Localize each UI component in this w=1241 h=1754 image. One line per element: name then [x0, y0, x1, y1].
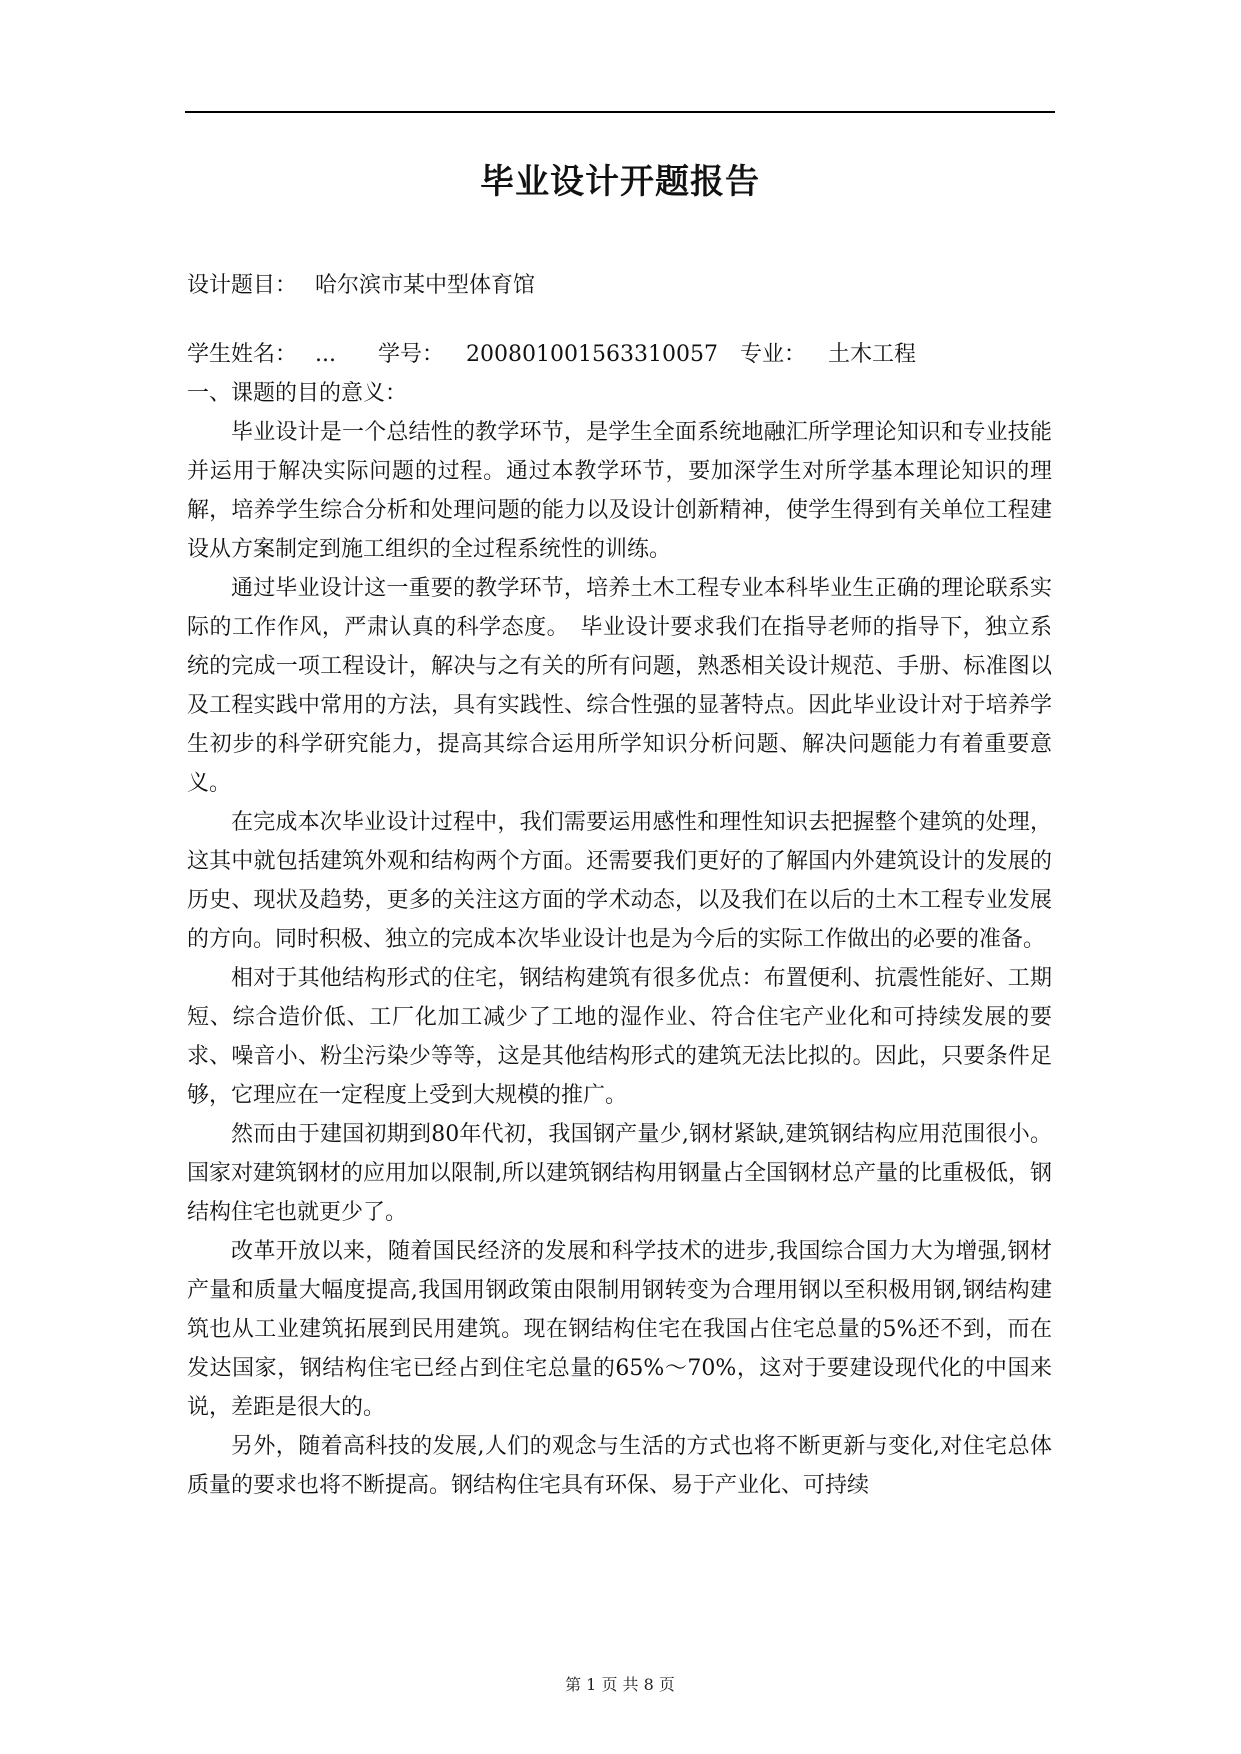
header-rule: [185, 111, 1055, 113]
paragraph: 在完成本次毕业设计过程中，我们需要运用感性和理性知识去把握整个建筑的处理，这其中就包括建筑外观和结构两个方面。还需要我们更好的了解国内外建筑设计的发展的历史、现状及趋势，更多的关注这方面的学术动态，以及我们在以后的土木工程专业发展的方向。同时积极、独立的完成本次毕业设计也是为今后的实际工作做出的必要的准备。: [187, 810, 1052, 952]
section-heading: 一、课题的目的意义：: [187, 381, 408, 406]
student-name-value: ...: [315, 342, 336, 367]
paragraph: 毕业设计是一个总结性的教学环节，是学生全面系统地融汇所学理论知识和专业技能并运用于解决实际问题的过程。通过本教学环节，要加深学生对所学基本理论知识的理解，培养学生综合分析和处理问题的能力以及设计创新精神，使学生得到有关单位工程建设从方案制定到施工组织的全过程系统性的训练。: [187, 420, 1052, 562]
design-topic-line: [187, 266, 1052, 335]
page-number-footer: 第 1 页 共 8 页: [565, 1675, 675, 1694]
paragraph: 然而由于建国初期到80年代初，我国钢产量少,钢材紧缺,建筑钢结构应用范围很小。国家对建筑钢材的应用加以限制,所以建筑钢结构用钢量占全国钢材总产量的比重极低，钢结构住宅也就更少了。: [187, 1122, 1052, 1225]
major-label: 专业：: [739, 342, 806, 367]
paragraph: 改革开放以来，随着国民经济的发展和科学技术的进步,我国综合国力大为增强,钢材产量和质量大幅度提高,我国用钢政策由限制用钢转变为合理用钢以至积极用钢,钢结构建筑也从工业建筑拓展到民用建筑。现在钢结构住宅在我国占住宅总量的5%还不到，而在发达国家，钢结构住宅已经占到住宅总量的65%～70%，这对于要建设现代化的中国来说，差距是很大的。: [187, 1239, 1052, 1420]
design-topic-value: 哈尔滨市某中型体育馆: [315, 273, 536, 298]
document-title: 毕业设计开题报告: [480, 162, 760, 202]
student-id-value: 200801001563310057: [466, 342, 718, 367]
student-info-line: [187, 335, 1052, 374]
design-topic-label: 设计题目：: [187, 273, 298, 298]
paragraph: 通过毕业设计这一重要的教学环节，培养土木工程专业本科毕业生正确的理论联系实际的工作作风，严肃认真的科学态度。 毕业设计要求我们在指导老师的指导下，独立系统的完成一项工程设计，解决与之有关的所有问题，熟悉相关设计规范、手册、标准图以及工程实践中常用的方法，具有实践性、综合性强的显著特点。因此毕业设计对于培养学生初步的科学研究能力，提高其综合运用所学知识分析问题、解决问题能力有着重要意义。: [187, 576, 1052, 796]
paragraph: 另外，随着高科技的发展,人们的观念与生活的方式也将不断更新与变化,对住宅总体质量的要求也将不断提高。钢结构住宅具有环保、易于产业化、可持续: [187, 1434, 1052, 1498]
student-name-label: 学生姓名：: [187, 342, 298, 367]
student-id-label: 学号：: [378, 342, 445, 367]
document-body: [187, 266, 1052, 1505]
paragraph: 相对于其他结构形式的住宅，钢结构建筑有很多优点：布置便利、抗震性能好、工期短、综合造价低、工厂化加工减少了工地的湿作业、符合住宅产业化和可持续发展的要求、噪音小、粉尘污染少等等，这是其他结构形式的建筑无法比拟的。因此，只要条件足够，它理应在一定程度上受到大规模的推广。: [187, 966, 1052, 1108]
major-value: 土木工程: [827, 342, 916, 367]
